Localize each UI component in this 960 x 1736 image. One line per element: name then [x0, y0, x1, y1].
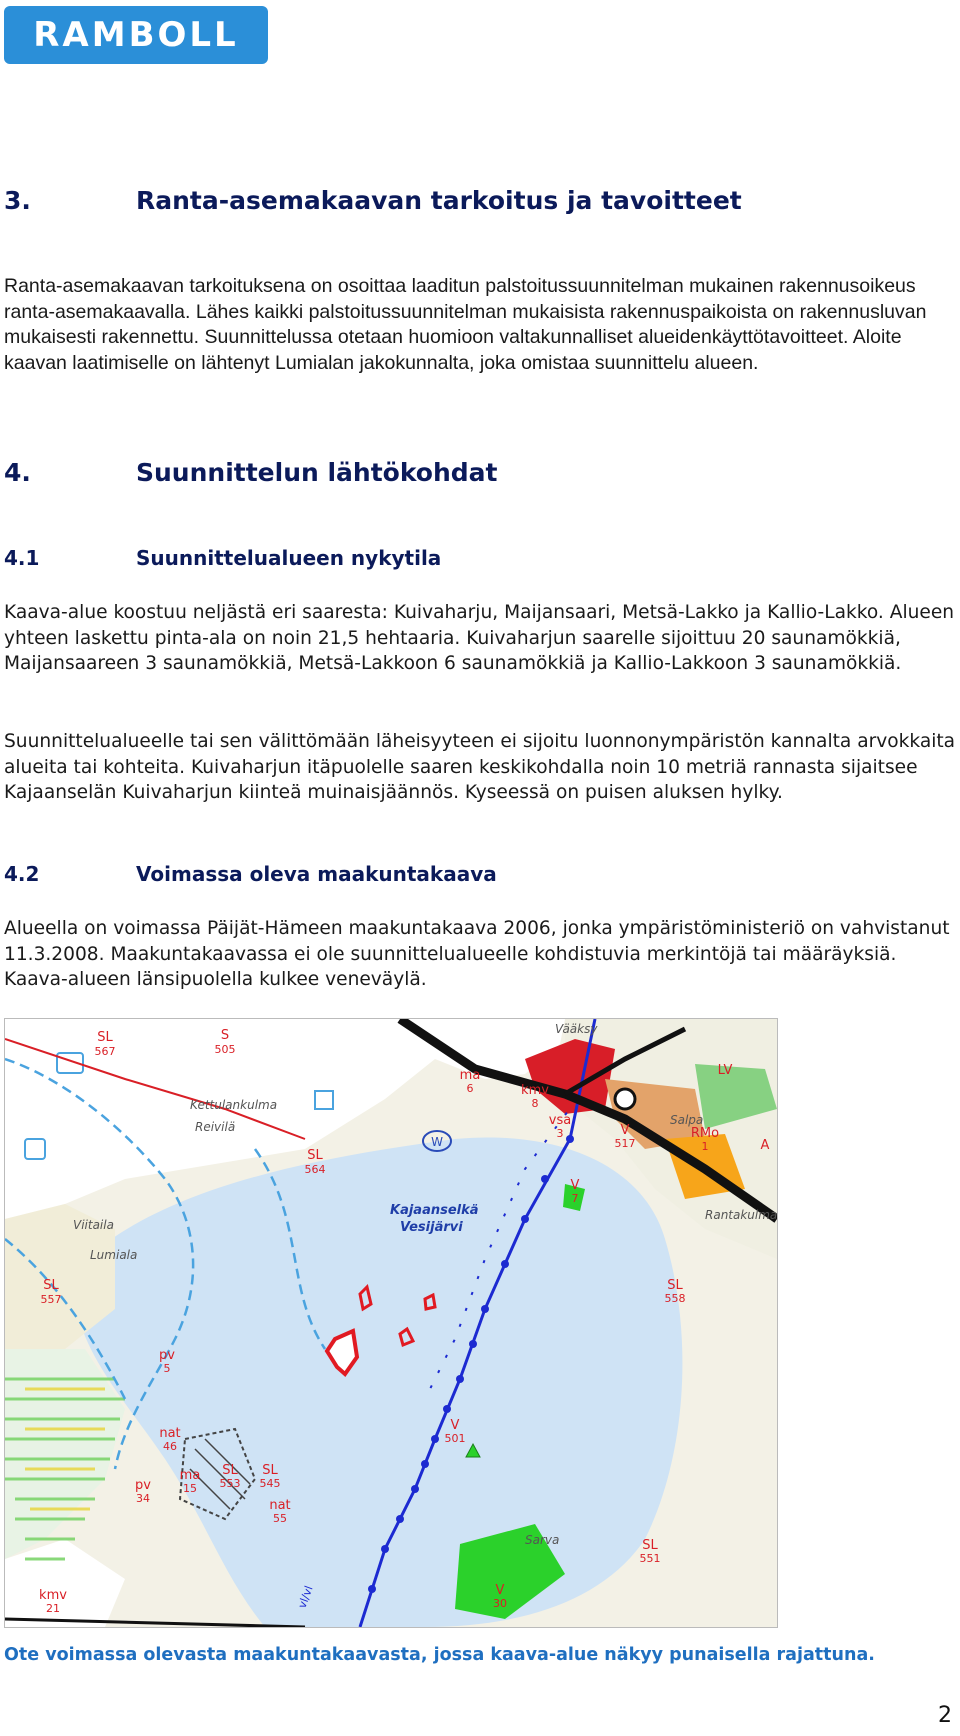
- regional-plan-map: [4, 1018, 778, 1628]
- svg-text:V: V: [570, 1178, 580, 1193]
- svg-text:545: 545: [259, 1477, 281, 1490]
- svg-text:5: 5: [163, 1362, 171, 1375]
- svg-text:558: 558: [664, 1292, 686, 1305]
- svg-text:517: 517: [614, 1137, 636, 1150]
- svg-text:21: 21: [46, 1602, 60, 1615]
- svg-text:A: A: [760, 1138, 770, 1153]
- svg-text:pv: pv: [159, 1348, 175, 1363]
- section-4-number: 4.: [4, 458, 31, 487]
- svg-text:S: S: [220, 1028, 230, 1043]
- svg-text:505: 505: [214, 1043, 236, 1056]
- svg-text:SL: SL: [97, 1030, 113, 1045]
- section-4-1-paragraph-1: Kaava-alue koostuu neljästä eri saaresta: Kuivaharju, Maijansaari, Metsä-Lakko ja Kallio-Lakko. Alueen yhteen laskettu pinta-ala on noin 21,5 hehtaaria. Kuivaharjun saarelle sijoittuu 20 saunamökkiä, Maijansaareen 3 saunamökkiä, Metsä-Lakkoon 6 saunamökkiä ja Kallio-Lakkoon 3 saunamökkiä.: [4, 602, 955, 674]
- ramboll-logo: RAMBOLL: [4, 6, 268, 64]
- section-3-body: Ranta-asemakaavan tarkoituksena on osoittaa laaditun palstoitussuunnitelman mukainen rakennusoikeus ranta-asemakaavalla. Lähes kaikki palstoitussuunnitelman mukaisista rakennuspaikoista on rakennusluvan mukaisesti rakennettu. Suunnittelussa otetaan huomioon valtakunnalliset alueidenkäyttötavoitteet. Aloite kaavan laatimiselle on lähtenyt Lumialan jakokunnalta, joka omistaa suunnittelu alueen.: [4, 275, 927, 374]
- svg-text:55: 55: [273, 1512, 287, 1525]
- svg-text:LV: LV: [717, 1063, 733, 1078]
- svg-text:567: 567: [94, 1045, 116, 1058]
- svg-text:557: 557: [40, 1293, 62, 1306]
- section-3-number: 3.: [4, 186, 31, 215]
- svg-text:vl/vl: vl/vl: [295, 1584, 316, 1611]
- svg-text:551: 551: [639, 1552, 661, 1565]
- svg-text:553: 553: [219, 1477, 241, 1490]
- svg-text:V: V: [495, 1583, 505, 1598]
- svg-text:nat: nat: [159, 1426, 181, 1441]
- svg-text:Rantakulma: Rantakulma: [705, 1208, 777, 1222]
- svg-text:7: 7: [571, 1192, 579, 1205]
- svg-text:30: 30: [493, 1597, 507, 1610]
- svg-text:Viitaila: Viitaila: [73, 1218, 114, 1232]
- svg-text:Kettulankulma: Kettulankulma: [190, 1098, 278, 1112]
- section-3-title: Ranta-asemakaavan tarkoitus ja tavoitteet: [136, 186, 742, 215]
- svg-text:Reivilä: Reivilä: [195, 1120, 236, 1134]
- svg-text:SL: SL: [222, 1463, 238, 1478]
- svg-text:Lumiala: Lumiala: [90, 1248, 138, 1262]
- svg-text:Salpa: Salpa: [670, 1113, 704, 1127]
- svg-text:kmv: kmv: [521, 1083, 549, 1098]
- section-4-2-number: 4.2: [4, 862, 40, 886]
- section-4-1-title: Suunnittelualueen nykytila: [136, 546, 442, 570]
- svg-text:W: W: [431, 1135, 443, 1149]
- svg-text:SL: SL: [667, 1278, 683, 1293]
- svg-text:V: V: [450, 1418, 460, 1433]
- svg-text:pv: pv: [135, 1478, 151, 1493]
- section-4-1-paragraph-2: Suunnittelualueelle tai sen välittömään läheisyyteen ei sijoitu luonnonympäristön kannalta arvokkaita alueita tai kohteita. Kuivaharjun itäpuolelle saaren keskikohdalla noin 10 metriä rannasta sijaitsee Kajaanselän Kuivaharjun kiinteä muinaisjäännös. Kyseessä on puisen aluksen hylky.: [4, 731, 956, 803]
- svg-text:SL: SL: [262, 1463, 278, 1478]
- svg-text:1: 1: [701, 1140, 709, 1153]
- svg-text:SL: SL: [307, 1148, 323, 1163]
- svg-text:6: 6: [466, 1082, 474, 1095]
- svg-text:V: V: [620, 1123, 630, 1138]
- section-4-2-paragraph: Alueella on voimassa Päijät-Hämeen maakuntakaava 2006, jonka ympäristöministeriö on vahvistanut 11.3.2008. Maakuntakaavassa ei ole suunnittelualueelle kohdistuvia merkintöjä tai määräyksiä. Kaava-alueen länsipuolella kulkee veneväylä.: [4, 918, 950, 990]
- svg-text:nat: nat: [269, 1498, 291, 1513]
- svg-text:ma: ma: [459, 1068, 481, 1083]
- svg-text:RMo: RMo: [690, 1126, 720, 1141]
- svg-text:34: 34: [136, 1492, 150, 1505]
- svg-text:SL: SL: [642, 1538, 658, 1553]
- section-4-2-title: Voimassa oleva maakuntakaava: [136, 862, 497, 886]
- svg-text:Vesijärvi: Vesijärvi: [400, 1220, 463, 1235]
- svg-text:501: 501: [444, 1432, 466, 1445]
- svg-text:vsa: vsa: [548, 1113, 572, 1128]
- section-4-1-number: 4.1: [4, 546, 40, 570]
- section-4-title: Suunnittelun lähtökohdat: [136, 458, 498, 487]
- svg-text:15: 15: [183, 1482, 197, 1495]
- svg-text:8: 8: [531, 1097, 539, 1110]
- svg-text:Vääksy: Vääksy: [555, 1022, 598, 1036]
- svg-text:564: 564: [304, 1163, 326, 1176]
- page-number: 2: [938, 1703, 952, 1728]
- svg-text:3: 3: [556, 1127, 564, 1140]
- svg-text:kmv: kmv: [39, 1588, 67, 1603]
- svg-text:Kajaanselkä: Kajaanselkä: [390, 1203, 479, 1218]
- map-caption: Ote voimassa olevasta maakuntakaavasta, jossa kaava-alue näkyy punaisella rajattuna.: [4, 1645, 875, 1665]
- svg-text:Sarva: Sarva: [525, 1533, 560, 1547]
- svg-text:SL: SL: [43, 1278, 59, 1293]
- svg-text:46: 46: [163, 1440, 177, 1453]
- svg-text:ma: ma: [179, 1468, 201, 1483]
